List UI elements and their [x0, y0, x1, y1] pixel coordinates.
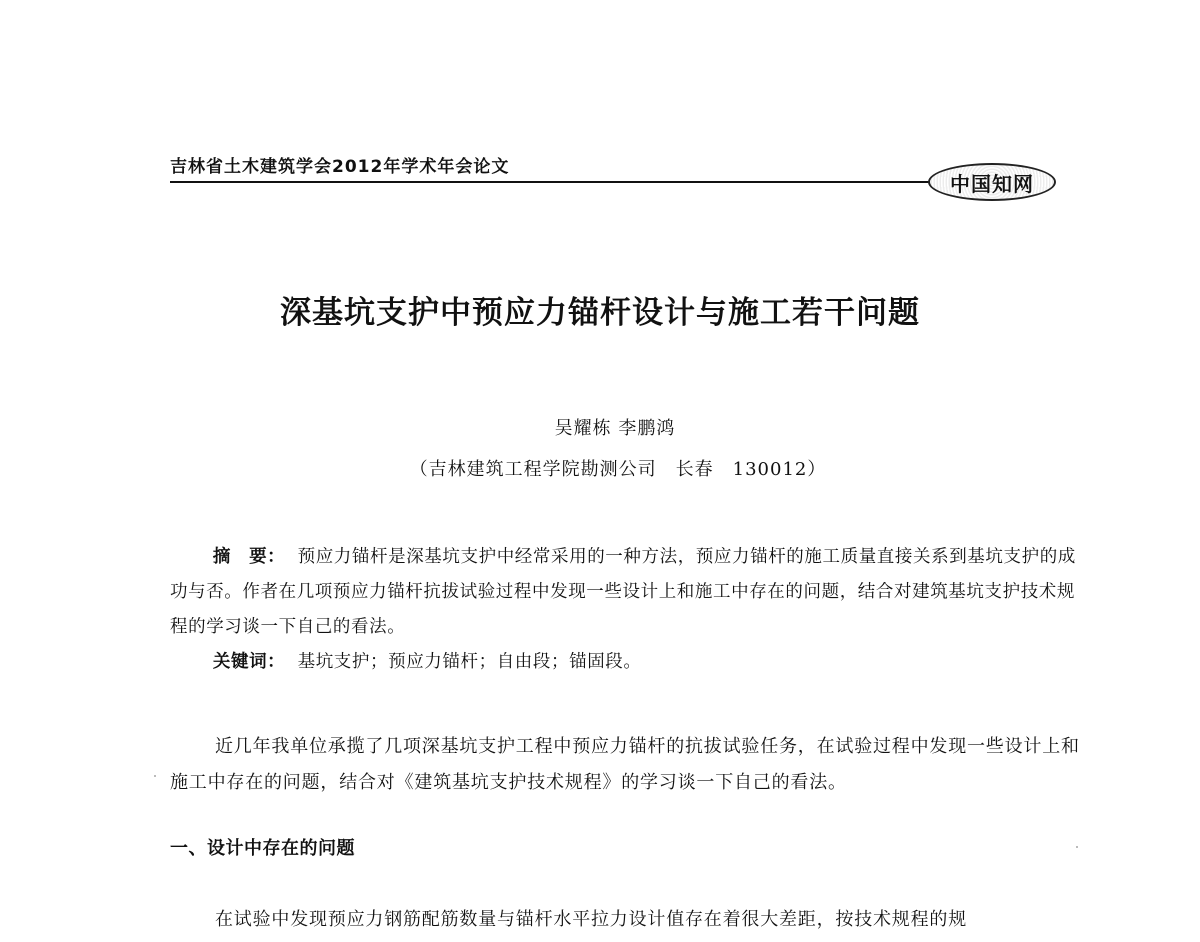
keywords-label: 关键词：: [212, 652, 286, 672]
keywords-line: [170, 645, 1082, 680]
running-header: 吉林省土木建筑学会2012年学术年会论文: [170, 157, 510, 177]
paper-title: 深基坑支护中预应力锚杆设计与施工若干问题: [280, 295, 920, 331]
header-rule: [170, 181, 932, 183]
abstract-block: [170, 540, 1082, 680]
cnki-logo-seal: [928, 163, 1056, 201]
keywords-text: 基坑支护；预应力锚杆；自由段；锚固段。: [297, 652, 642, 672]
abstract-text: 预应力锚杆是深基坑支护中经常采用的一种方法，预应力锚杆的施工质量直接关系到基坑支护的成功与否。作者在几项预应力锚杆抗拔试验过程中发现一些设计上和施工中存在的问题，结合对建筑基坑支护技术规程的学习谈一下自己的看法。: [170, 547, 1076, 637]
affiliation: （吉林建筑工程学院勘测公司 长春 130012）: [409, 459, 827, 480]
abstract-paragraph: [170, 540, 1082, 645]
scan-speck: [154, 775, 156, 777]
intro-paragraph: 近几年我单位承揽了几项深基坑支护工程中预应力锚杆的抗拔试验任务，在试验过程中发现一些设计上和施工中存在的问题，结合对《建筑基坑支护技术规程》的学习谈一下自己的看法。: [170, 736, 1080, 793]
section-heading-1: 一、设计中存在的问题: [170, 838, 355, 859]
section-1-paragraph: 在试验中发现预应力钢筋配筋数量与锚杆水平拉力设计值存在着很大差距，按技术规程的规: [215, 909, 967, 930]
authors: 吴耀栋 李鹏鸿: [554, 418, 676, 439]
abstract-label: 摘 要：: [212, 547, 286, 567]
scan-speck: [1076, 846, 1078, 848]
cnki-logo-text: 中国知网: [950, 171, 1034, 196]
